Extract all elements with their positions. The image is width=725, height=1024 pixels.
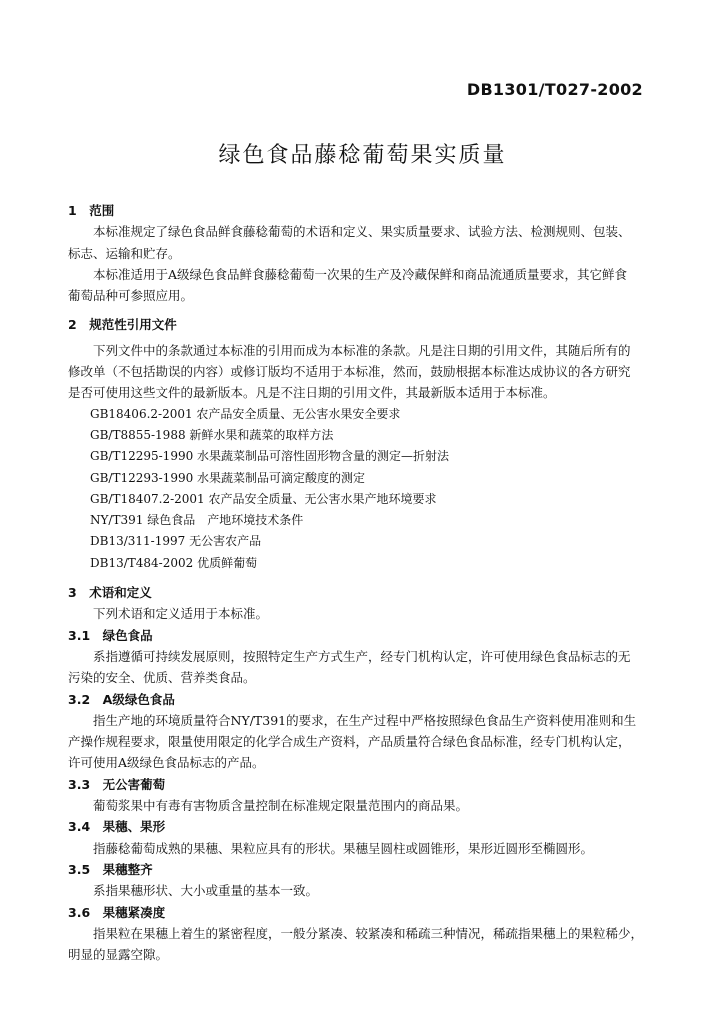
reference-item: DB13/311-1997 无公害农产品 <box>90 534 262 549</box>
term-3-6-title: 3.6 果穗紧凑度 <box>68 904 166 920</box>
spacer <box>68 574 664 582</box>
reference-item: GB18406.2-2001 农产品安全质量、无公害水果安全要求 <box>90 406 401 421</box>
reference-item: NY/T391 绿色食品 产地环境技术条件 <box>90 513 304 528</box>
document-code: DB1301/T027-2002 <box>466 80 643 99</box>
section-3-intro: 下列术语和定义适用于本标准。 <box>93 606 269 622</box>
document-title: 绿色食品藤稔葡萄果实质量 <box>218 143 507 168</box>
term-3-2-line-2: 产操作规程要求，限量使用限定的化学合成生产资料，产品质量符合绿色食品标准，经专门机构认定， <box>68 734 631 750</box>
term-3-5-title: 3.5 果穗整齐 <box>68 861 153 877</box>
term-3-1-line-2: 污染的安全、优质、营养类食品。 <box>68 670 256 686</box>
term-3-6-line-1: 指果粒在果穗上着生的紧密程度，一般分紧凑、较紧凑和稀疏三种情况，稀疏指果穗上的果粒稀少， <box>93 925 644 941</box>
term-3-1-title: 3.1 绿色食品 <box>68 627 153 643</box>
reference-item: DB13/T484-2002 优质鲜葡萄 <box>90 555 258 570</box>
section-2-para-line-3: 是否可使用这些文件的最新版本。凡是不注日期的引用文件，其最新版本适用于本标准。 <box>68 385 556 401</box>
section-1-heading: 1 范围 <box>68 203 115 218</box>
section-3-heading: 3 术语和定义 <box>68 585 152 601</box>
section-2-para-line-2: 修改单（不包括勘误的内容）或修订版均不适用于本标准，然而，鼓励根据本标准达成协议的各方研究 <box>68 364 631 380</box>
term-3-4-line-1: 指藤稔葡萄成熟的果穗、果粒应具有的形状。果穗呈圆柱或圆锥形，果形近圆形至椭圆形。 <box>93 840 594 856</box>
reference-item: GB/T12295-1990 水果蔬菜制品可溶性固形物含量的测定—折射法 <box>90 449 450 464</box>
term-3-6-line-2: 明显的显露空隙。 <box>68 947 169 963</box>
term-3-5-line-1: 系指果穗形状、大小或重量的基本一致。 <box>93 883 319 899</box>
section-1-para-2-line-2: 葡萄品种可参照应用。 <box>68 288 194 304</box>
spacer <box>68 306 664 314</box>
term-3-3-title: 3.3 无公害葡萄 <box>68 776 166 792</box>
reference-item: GB/T8855-1988 新鲜水果和蔬菜的取样方法 <box>90 427 334 442</box>
section-1-para-2-line-1: 本标准适用于A级绿色食品鲜食藤稔葡萄一次果的生产及冷藏保鲜和商品流通质量要求，其它鲜食 <box>93 266 628 282</box>
term-3-4-title: 3.4 果穗、果形 <box>68 819 166 835</box>
section-1-para-1-line-1: 本标准规定了绿色食品鲜食藤稔葡萄的术语和定义、果实质量要求、试验方法、检测规则、包装、 <box>93 224 631 240</box>
section-1-para-1-line-2: 标志、运输和贮存。 <box>68 245 181 261</box>
document-body <box>68 200 664 965</box>
section-2-para-line-1: 下列文件中的条款通过本标准的引用而成为本标准的条款。凡是注日期的引用文件，其随后所有的 <box>93 342 631 358</box>
term-3-3-line-1: 葡萄浆果中有毒有害物质含量控制在标准规定限量范围内的商品果。 <box>93 798 469 814</box>
term-3-1-line-1: 系指遵循可持续发展原则，按照特定生产方式生产，经专门机构认定，许可使用绿色食品标志的无 <box>93 648 631 664</box>
reference-item: GB/T18407.2-2001 农产品安全质量、无公害水果产地环境要求 <box>90 491 437 506</box>
section-2-heading: 2 规范性引用文件 <box>68 317 177 333</box>
reference-item: GB/T12293-1990 水果蔬菜制品可滴定酸度的测定 <box>90 470 366 485</box>
term-3-2-line-1: 指生产地的环境质量符合NY/T391的要求，在生产过程中严格按照绿色食品生产资料使用准则和生 <box>93 712 637 728</box>
term-3-2-title: 3.2 A级绿色食品 <box>68 691 175 707</box>
term-3-2-line-3: 许可使用A级绿色食品标志的产品。 <box>68 755 265 771</box>
